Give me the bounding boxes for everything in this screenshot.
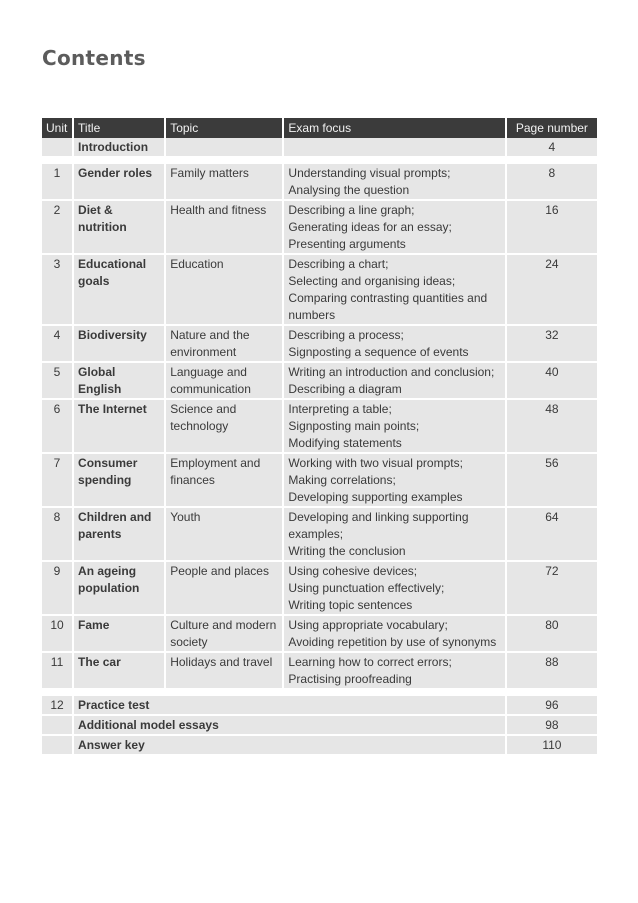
exam-focus-line: Modifying statements — [288, 436, 402, 450]
exam-focus — [284, 326, 506, 363]
unit-topic: Health and fitness — [166, 201, 284, 255]
column-header-exam-focus: Exam focus — [284, 118, 506, 138]
exam-focus — [284, 201, 506, 255]
unit-topic: Language and communication — [166, 363, 284, 400]
unit-number: 5 — [42, 363, 74, 400]
page-number: 8 — [507, 164, 597, 201]
unit-title: Fame — [74, 616, 166, 653]
introduction-row — [42, 138, 597, 158]
page-number: 16 — [507, 201, 597, 255]
page-number: 80 — [507, 616, 597, 653]
page-number: 4 — [507, 138, 597, 158]
unit-title: Diet & nutrition — [74, 201, 166, 255]
exam-focus-line: Describing a line graph; — [288, 203, 415, 217]
unit-title: Biodiversity — [74, 326, 166, 363]
exam-focus-line: Learning how to correct errors; — [288, 655, 452, 669]
unit-number: 4 — [42, 326, 74, 363]
page-number: 24 — [507, 255, 597, 326]
unit-title: The Internet — [74, 400, 166, 454]
unit-title: Educational goals — [74, 255, 166, 326]
unit-row — [42, 255, 597, 326]
page-number: 48 — [507, 400, 597, 454]
unit-topic: People and places — [166, 562, 284, 616]
unit-title: Answer key — [74, 736, 507, 756]
unit-row — [42, 326, 597, 363]
exam-focus — [284, 363, 506, 400]
exam-focus-line: Comparing contrasting quantities and numbers — [288, 291, 488, 322]
unit-title: An ageing population — [74, 562, 166, 616]
exam-focus-line: Writing topic sentences — [288, 598, 413, 612]
unit-title: The car — [74, 653, 166, 690]
column-header-page-number: Page number — [507, 118, 597, 138]
contents-table — [42, 118, 597, 756]
exam-focus-line: Presenting arguments — [288, 237, 406, 251]
unit-number: 3 — [42, 255, 74, 326]
exam-focus-line: Signposting a sequence of events — [288, 345, 469, 359]
exam-focus — [284, 454, 506, 508]
exam-focus — [284, 138, 506, 158]
page-number: 110 — [507, 736, 597, 756]
exam-focus-line: Writing the conclusion — [288, 544, 406, 558]
unit-row — [42, 454, 597, 508]
unit-title: Introduction — [74, 138, 166, 158]
unit-topic: Family matters — [166, 164, 284, 201]
column-header-topic: Topic — [166, 118, 284, 138]
unit-topic: Education — [166, 255, 284, 326]
page-number: 72 — [507, 562, 597, 616]
exam-focus — [284, 616, 506, 653]
exam-focus-line: Analysing the question — [288, 183, 410, 197]
unit-title: Children and parents — [74, 508, 166, 562]
exam-focus-line: Describing a chart; — [288, 257, 389, 271]
unit-title: Gender roles — [74, 164, 166, 201]
page-number: 96 — [507, 696, 597, 716]
page-number: 88 — [507, 653, 597, 690]
exam-focus-line: Describing a diagram — [288, 382, 402, 396]
unit-row — [42, 400, 597, 454]
unit-topic: Science and technology — [166, 400, 284, 454]
unit-number: 8 — [42, 508, 74, 562]
unit-number: 10 — [42, 616, 74, 653]
unit-number — [42, 138, 74, 158]
column-header-title: Title — [74, 118, 166, 138]
unit-row — [42, 363, 597, 400]
exam-focus-line: Describing a process; — [288, 328, 404, 342]
unit-title: Additional model essays — [74, 716, 507, 736]
exam-focus-line: Working with two visual prompts; — [288, 456, 463, 470]
unit-number — [42, 716, 74, 736]
unit-number: 2 — [42, 201, 74, 255]
unit-title: Consumer spending — [74, 454, 166, 508]
exam-focus-line: Developing and linking supporting examples; — [288, 510, 469, 541]
exam-focus-line: Making correlations; — [288, 473, 396, 487]
exam-focus-line: Signposting main points; — [288, 419, 420, 433]
unit-title: Practice test — [74, 696, 507, 716]
unit-number — [42, 736, 74, 756]
exam-focus — [284, 164, 506, 201]
exam-focus-line: Selecting and organising ideas; — [288, 274, 456, 288]
unit-row — [42, 164, 597, 201]
unit-row — [42, 653, 597, 690]
page-number: 40 — [507, 363, 597, 400]
exam-focus-line: Avoiding repetition by use of synonyms — [288, 635, 497, 649]
unit-number: 11 — [42, 653, 74, 690]
page-number: 32 — [507, 326, 597, 363]
page-title: Contents — [42, 46, 146, 70]
unit-number: 6 — [42, 400, 74, 454]
exam-focus-line: Writing an introduction and conclusion; — [288, 365, 495, 379]
unit-number: 9 — [42, 562, 74, 616]
unit-number: 1 — [42, 164, 74, 201]
exam-focus-line: Developing supporting examples — [288, 490, 463, 504]
unit-topic: Culture and modern society — [166, 616, 284, 653]
extra-row — [42, 696, 597, 716]
exam-focus-line: Interpreting a table; — [288, 402, 392, 416]
unit-topic: Employment and finances — [166, 454, 284, 508]
exam-focus — [284, 508, 506, 562]
exam-focus-line: Using appropriate vocabulary; — [288, 618, 448, 632]
unit-topic: Nature and the environment — [166, 326, 284, 363]
exam-focus — [284, 653, 506, 690]
unit-number: 7 — [42, 454, 74, 508]
extra-row — [42, 736, 597, 756]
exam-focus-line: Practising proofreading — [288, 672, 412, 686]
unit-topic — [166, 138, 284, 158]
exam-focus-line: Generating ideas for an essay; — [288, 220, 452, 234]
column-header-unit: Unit — [42, 118, 74, 138]
unit-topic: Youth — [166, 508, 284, 562]
unit-number: 12 — [42, 696, 74, 716]
exam-focus-line: Using punctuation effectively; — [288, 581, 445, 595]
unit-title: Global English — [74, 363, 166, 400]
unit-row — [42, 562, 597, 616]
table-header-row — [42, 118, 597, 138]
unit-row — [42, 201, 597, 255]
exam-focus — [284, 255, 506, 326]
page-number: 56 — [507, 454, 597, 508]
exam-focus-line: Using cohesive devices; — [288, 564, 418, 578]
unit-topic: Holidays and travel — [166, 653, 284, 690]
page-number: 64 — [507, 508, 597, 562]
exam-focus-line: Understanding visual prompts; — [288, 166, 451, 180]
exam-focus — [284, 400, 506, 454]
extra-row — [42, 716, 597, 736]
contents-table-body — [42, 138, 597, 756]
page-number: 98 — [507, 716, 597, 736]
unit-row — [42, 508, 597, 562]
exam-focus — [284, 562, 506, 616]
unit-row — [42, 616, 597, 653]
